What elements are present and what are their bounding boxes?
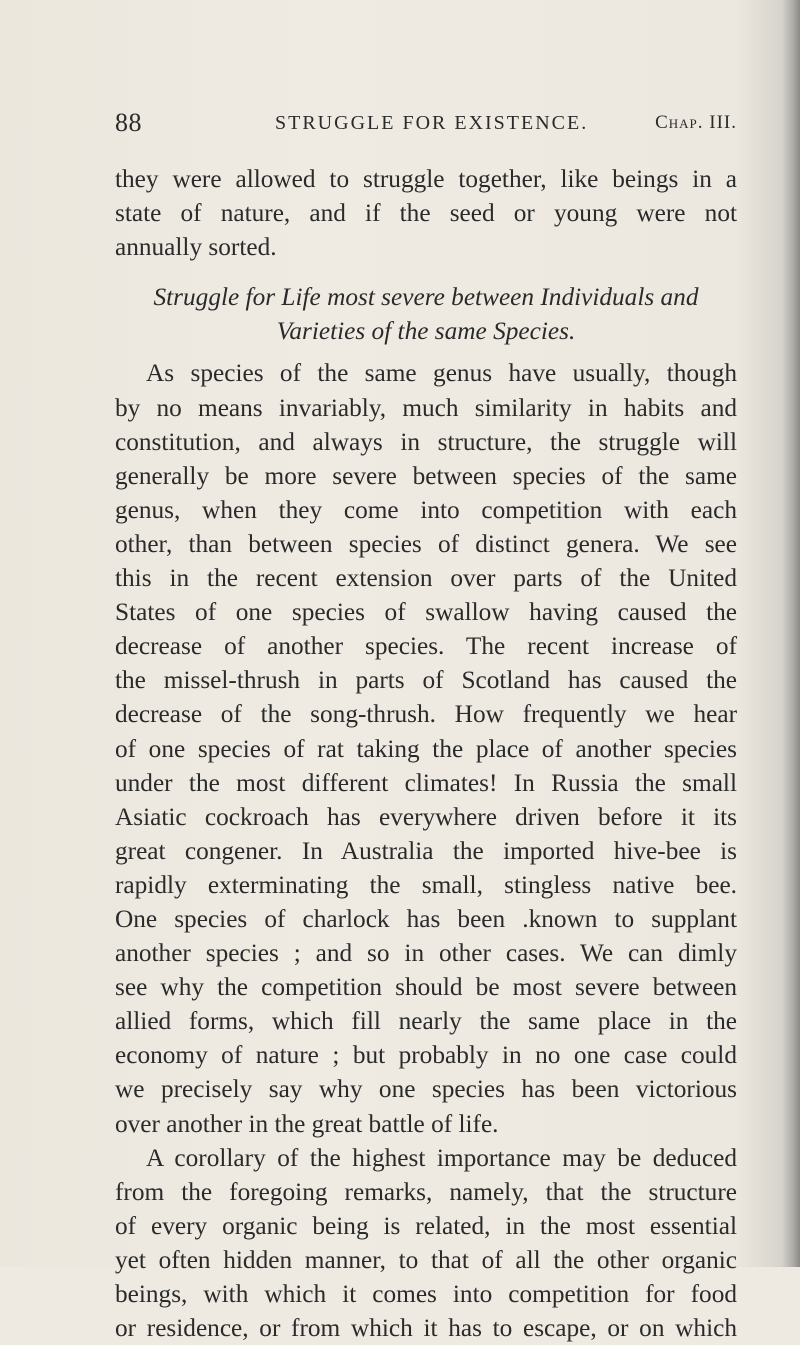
text-line: One species of charlock has been .known to supplant [115,904,737,933]
text-line: from the foregoing remarks, namely, that the structure [115,1177,737,1206]
text-line: they were allowed to struggle together, like beings in a [115,165,737,193]
heading-line: Struggle for Life most severe between Individuals and [153,283,699,312]
text-line: under the most different climates! In Russia the small [115,768,737,797]
text-line: economy of nature ; but probably in no one case could [115,1041,737,1070]
text-line: by no means invariably, much similarity in habits and [115,393,737,422]
text-line: genus, when they come into competition with each [115,495,737,524]
paragraph-1 [115,162,737,264]
text-line: yet often hidden manner, to that of all the other organic [115,1245,737,1274]
paragraph-3 [115,1141,737,1345]
text-line: generally be more severe between species of the same [115,461,737,490]
text-line: decrease of another species. The recent increase of [115,632,737,661]
text-line: state of nature, and if the seed or young were not [115,199,737,228]
text-line: over another in the great battle of life. [115,1109,499,1138]
text-line: constitution, and always in structure, the struggle will [115,427,737,456]
text-line: rapidly exterminating the small, stingless native bee. [115,870,737,899]
text-line: the missel-thrush in parts of Scotland has caused the [115,666,737,695]
text-line: As species of the same genus have usually, though [146,359,737,388]
text-line: annually sorted. [115,233,277,262]
chapter-label: Chap. III. [655,112,737,133]
heading-line: Varieties of the same Species. [276,317,576,346]
page-number: 88 [115,108,142,137]
text-line: other, than between species of distinct genera. We see [115,529,737,558]
text-line: another species ; and so in other cases. We can dimly [115,939,737,968]
text-line: of every organic being is related, in the most essential [115,1211,737,1240]
text-line: Asiatic cockroach has everywhere driven before it its [115,802,737,831]
text-line: or residence, or from which it has to escape, or on which [115,1314,737,1343]
text-line: States of one species of swallow having caused the [115,598,737,627]
text-line: we precisely say why one species has been victorious [115,1075,737,1104]
page-edge-shadow [782,0,800,1267]
running-header [115,108,737,140]
section-heading [115,280,737,348]
text-line: this in the recent extension over parts of the United [115,564,737,593]
text-line: allied forms, which fill nearly the same place in the [115,1007,737,1036]
text-line: beings, with which it comes into competition for food [115,1280,737,1308]
page-body [115,162,737,1345]
text-line: of one species of rat taking the place of another species [115,734,737,763]
text-line: decrease of the song-thrush. How frequently we hear [115,700,737,729]
text-line: see why the competition should be most severe between [115,973,737,1002]
paragraph-2 [115,356,737,1140]
text-line: great congener. In Australia the imported hive-bee is [115,836,737,865]
text-line: A corollary of the highest importance may be deduced [146,1143,737,1172]
running-title: STRUGGLE FOR EXISTENCE. [275,112,589,134]
